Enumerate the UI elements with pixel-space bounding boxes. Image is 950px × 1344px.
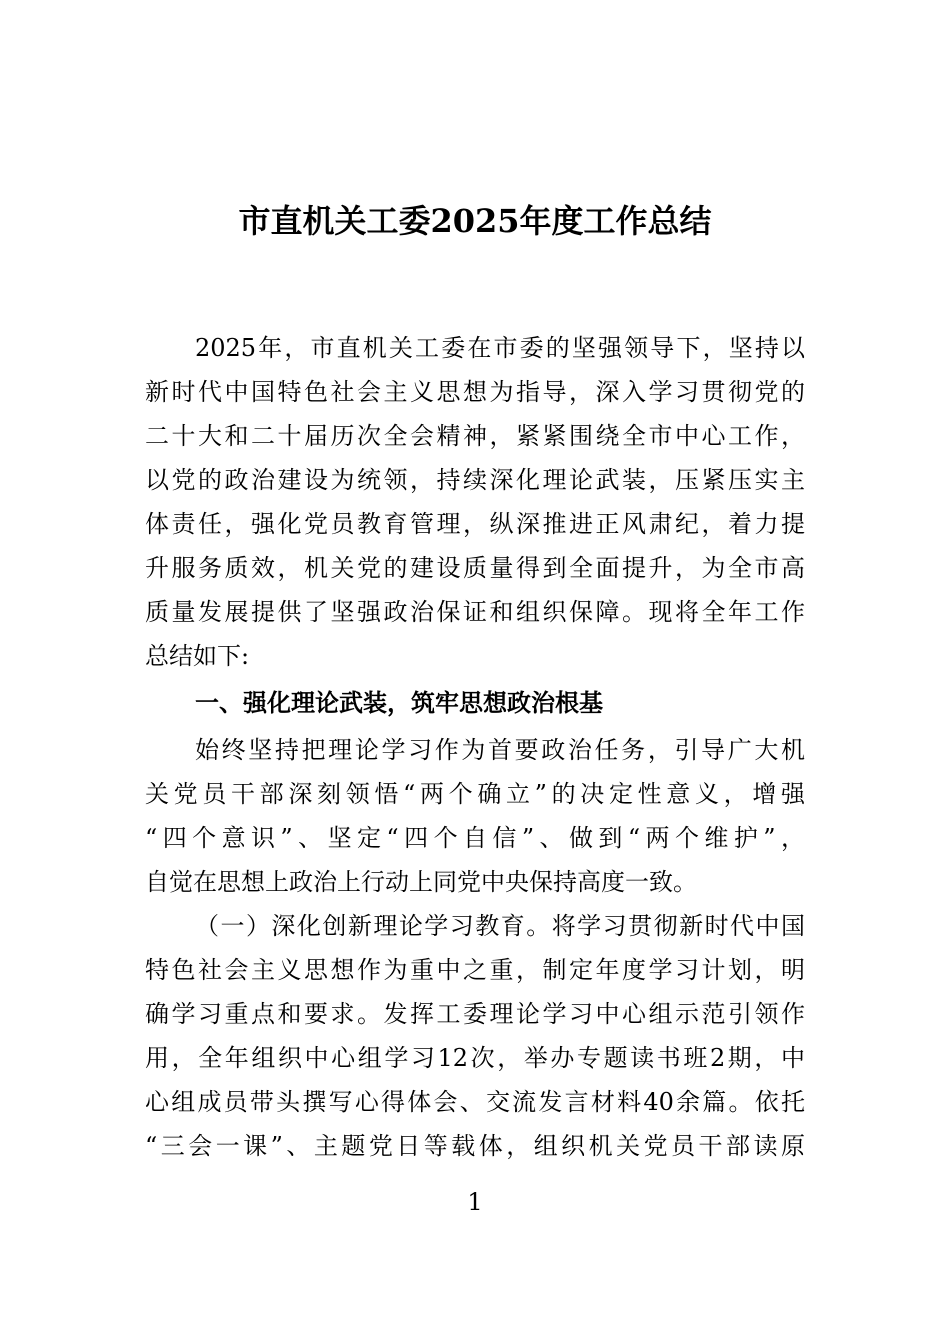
text-line: 总结如下: [145,642,250,670]
section-heading: 一、强化理论武装，筑牢思想政治根基 [195,688,603,717]
text-line: 关党员干部深刻领悟“两个确立”的决定性意义，增强 [145,780,805,808]
page-number: 1 [467,1188,483,1216]
text-line: 新时代中国特色社会主义思想为指导，深入学习贯彻党的 [145,378,805,406]
text-line: 自觉在思想上政治上行动上同党中央保持高度一致。 [145,868,697,896]
text-line: 以党的政治建设为统领，持续深化理论武装，压紧压实主 [145,466,805,494]
text-line: 质量发展提供了坚强政治保证和组织保障。现将全年工作 [145,598,805,626]
text-line: 升服务质效，机关党的建设质量得到全面提升，为全市高 [145,554,805,582]
text-line: 二十大和二十届历次全会精神，紧紧围绕全市中心工作， [145,422,805,450]
text-line: 2025年，市直机关工委在市委的坚强领导下，坚持以 [195,334,805,362]
text-line: 特色社会主义思想作为重中之重，制定年度学习计划，明 [145,956,805,984]
text-line: 确学习重点和要求。发挥工委理论学习中心组示范引领作 [145,1000,805,1028]
text-line: （一）深化创新理论学习教育。将学习贯彻新时代中国 [195,912,805,940]
text-line: 体责任，强化党员教育管理，纵深推进正风肃纪，着力提 [145,510,805,538]
text-line: 用，全年组织中心组学习12次，举办专题读书班2期，中 [145,1044,805,1072]
document-body [145,326,805,1168]
text-line: “三会一课”、主题党日等载体，组织机关党员干部读原 [145,1132,805,1160]
text-line: “四个意识”、坚定“四个自信”、做到“两个维护”， [145,824,805,852]
text-line: 始终坚持把理论学习作为首要政治任务，引导广大机 [195,736,805,764]
text-line: 心组成员带头撰写心得体会、交流发言材料40余篇。依托 [145,1088,805,1116]
document-title: 市直机关工委2025年度工作总结 [238,202,712,240]
